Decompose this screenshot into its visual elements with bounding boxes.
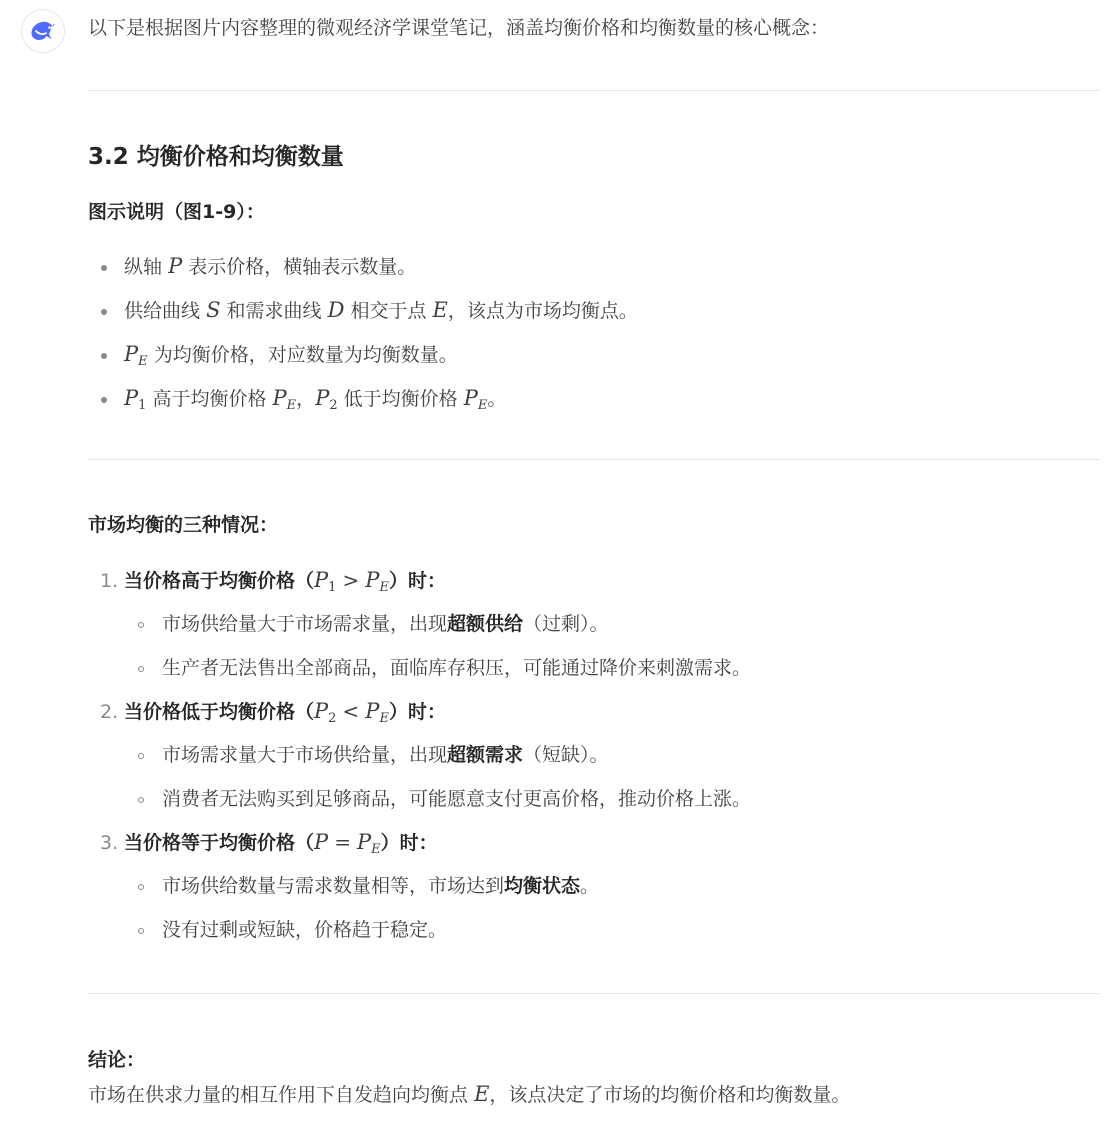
cases-title: 市场均衡的三种情况： (88, 514, 279, 536)
conclusion-title: 结论： (88, 1049, 146, 1071)
divider (88, 459, 1100, 460)
bullet-item: 纵轴 P 表示价格，横轴表示数量。 (124, 254, 417, 278)
list-number: 2. (100, 701, 119, 723)
divider (88, 90, 1100, 91)
list-item: 市场供给量大于市场需求量，出现超额供给（过剩）。 (162, 613, 609, 635)
divider (88, 993, 1100, 994)
bullet-dot (101, 265, 107, 271)
bullet-dot (101, 397, 107, 403)
case-heading: 当价格高于均衡价格$(P_1 > P_E)$时： (124, 568, 446, 595)
bullet-dot (101, 353, 107, 359)
deepseek-whale-icon (28, 19, 58, 43)
figure-label: 图示说明（图1-9）： (88, 201, 265, 223)
list-number: 3. (100, 832, 119, 854)
list-item: 没有过剩或短缺，价格趋于稳定。 (162, 919, 448, 941)
sub-bullet-circle (138, 884, 144, 890)
sub-bullet-circle (138, 622, 144, 628)
assistant-avatar (21, 9, 65, 53)
bullet-item: $P_1$ 高于均衡价格 $P_E$，$P_2$ 低于均衡价格 $P_E$。 (124, 386, 507, 413)
list-number: 1. (100, 570, 119, 592)
intro-text: 以下是根据图片内容整理的微观经济学课堂笔记，涵盖均衡价格和均衡数量的核心概念： (88, 17, 830, 39)
conclusion-text: 市场在供求力量的相互作用下自发趋向均衡点 E，该点决定了市场的均衡价格和均衡数量。 (88, 1082, 851, 1106)
case-heading: 当价格等于均衡价格$(P = P_E)$时： (124, 830, 438, 857)
bullet-item: $P_E$ 为均衡价格，对应数量为均衡数量。 (124, 342, 458, 369)
section-title: 3.2 均衡价格和均衡数量 (88, 144, 344, 170)
list-item: 市场供给数量与需求数量相等，市场达到均衡状态。 (162, 875, 600, 897)
list-item: 生产者无法售出全部商品，面临库存积压，可能通过降价来刺激需求。 (162, 657, 752, 679)
list-item: 市场需求量大于市场供给量，出现超额需求（短缺）。 (162, 744, 609, 766)
sub-bullet-circle (138, 753, 144, 759)
list-item: 消费者无法购买到足够商品，可能愿意支付更高价格，推动价格上涨。 (162, 788, 752, 810)
bullet-dot (101, 309, 107, 315)
sub-bullet-circle (138, 797, 144, 803)
sub-bullet-circle (138, 928, 144, 934)
case-heading: 当价格低于均衡价格$(P_2 < P_E)$时： (124, 699, 446, 726)
sub-bullet-circle (138, 666, 144, 672)
bullet-item: 供给曲线 S 和需求曲线 D 相交于点 E，该点为市场均衡点。 (124, 298, 638, 322)
